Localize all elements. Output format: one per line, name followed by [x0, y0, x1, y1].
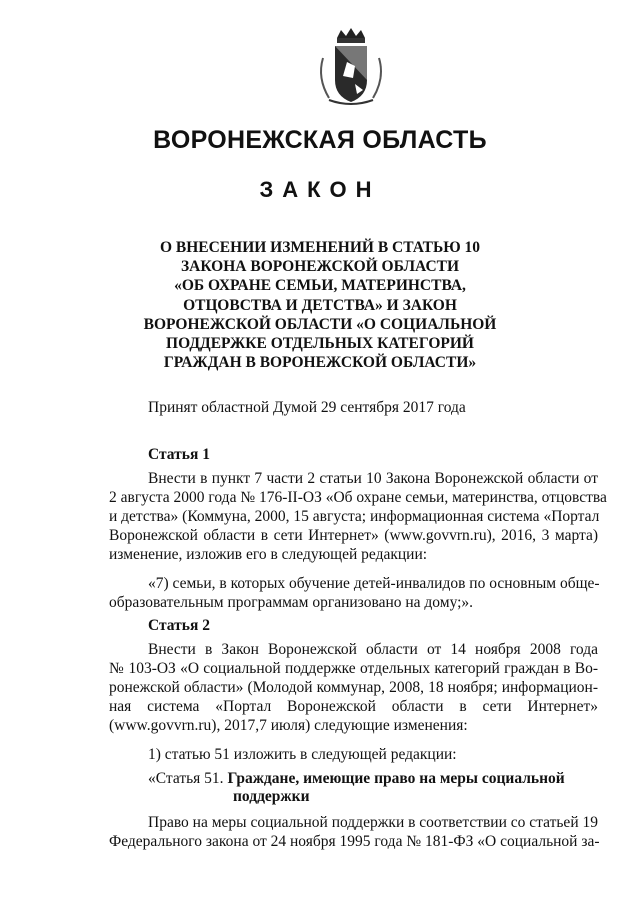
article2-heading: Статья 2	[148, 617, 210, 634]
paragraph-line: Внести в пункт 7 части 2 статьи 10 Закона Воронежской области от	[148, 470, 598, 487]
title-line: ОТЦОВСТВА И ДЕТСТВА» И ЗАКОН	[183, 296, 457, 314]
list-item: 1) статью 51 изложить в следующей редакции:	[148, 746, 457, 763]
article1-heading: Статья 1	[148, 446, 210, 463]
article51-title-continued: поддержки	[233, 788, 310, 805]
title-line: ВОРОНЕЖСКОЙ ОБЛАСТИ «О СОЦИАЛЬНОЙ	[143, 315, 497, 333]
title-line: «ОБ ОХРАНЕ СЕМЬИ, МАТЕРИНСТВА,	[174, 277, 466, 295]
region-heading: ВОРОНЕЖСКАЯ ОБЛАСТЬ	[153, 126, 487, 154]
title-line: ПОДДЕРЖКЕ ОТДЕЛЬНЫХ КАТЕГОРИЙ	[166, 335, 474, 353]
title-line: О ВНЕСЕНИИ ИЗМЕНЕНИЙ В СТАТЬЮ 10	[159, 239, 481, 256]
article51-title: Граждане, имеющие право на меры социальной	[227, 770, 565, 787]
article51-prefix: «Статья 51.	[148, 770, 224, 787]
title-line: ГРАЖДАН В ВОРОНЕЖСКОЙ ОБЛАСТИ»	[163, 354, 477, 372]
paragraph-line: ронежской области» (Молодой коммунар, 2008, 18 ноября; информацион-	[109, 679, 598, 696]
paragraph-line: изменение, изложив его в следующей редакции:	[109, 546, 428, 563]
paragraph-line: 2 августа 2000 года № 176-II-ОЗ «Об охране семьи, материнства, отцовства	[109, 489, 607, 506]
paragraph-line: ная система «Портал Воронежской области в сети Интернет»	[109, 698, 598, 715]
title-line: ЗАКОНА ВОРОНЕЖСКОЙ ОБЛАСТИ	[180, 258, 460, 276]
law-title	[140, 238, 500, 372]
quote-line: «7) семьи, в которых обучение детей-инвалидов по основным обще-	[148, 575, 600, 592]
paragraph-line: (www.govvrn.ru), 2017,7 июля) следующие изменения:	[109, 717, 468, 734]
paragraph-line: Воронежской области в сети Интернет» (www.govvrn.ru), 2016, 3 марта)	[109, 527, 598, 544]
article51-heading	[148, 770, 565, 788]
adoption-date: Принят областной Думой 29 сентября 2017 года	[148, 399, 466, 416]
coat-of-arms-icon	[315, 28, 387, 108]
paragraph-line: и детства» (Коммуна, 2000, 15 августа; информационная система «Портал	[109, 508, 600, 525]
paragraph-line: № 103-ОЗ «О социальной поддержке отдельных категорий граждан в Во-	[109, 660, 598, 677]
paragraph-line: Право на меры социальной поддержки в соответствии со статьей 19	[148, 814, 598, 831]
paragraph-line: Федерального закона от 24 ноября 1995 года № 181-ФЗ «О социальной за-	[109, 833, 600, 850]
quote-line: образовательным программам организовано на дому;».	[109, 594, 474, 611]
paragraph-line: Внести в Закон Воронежской области от 14 ноября 2008 года	[148, 641, 598, 658]
document-type-heading: ЗАКОН	[259, 177, 381, 202]
